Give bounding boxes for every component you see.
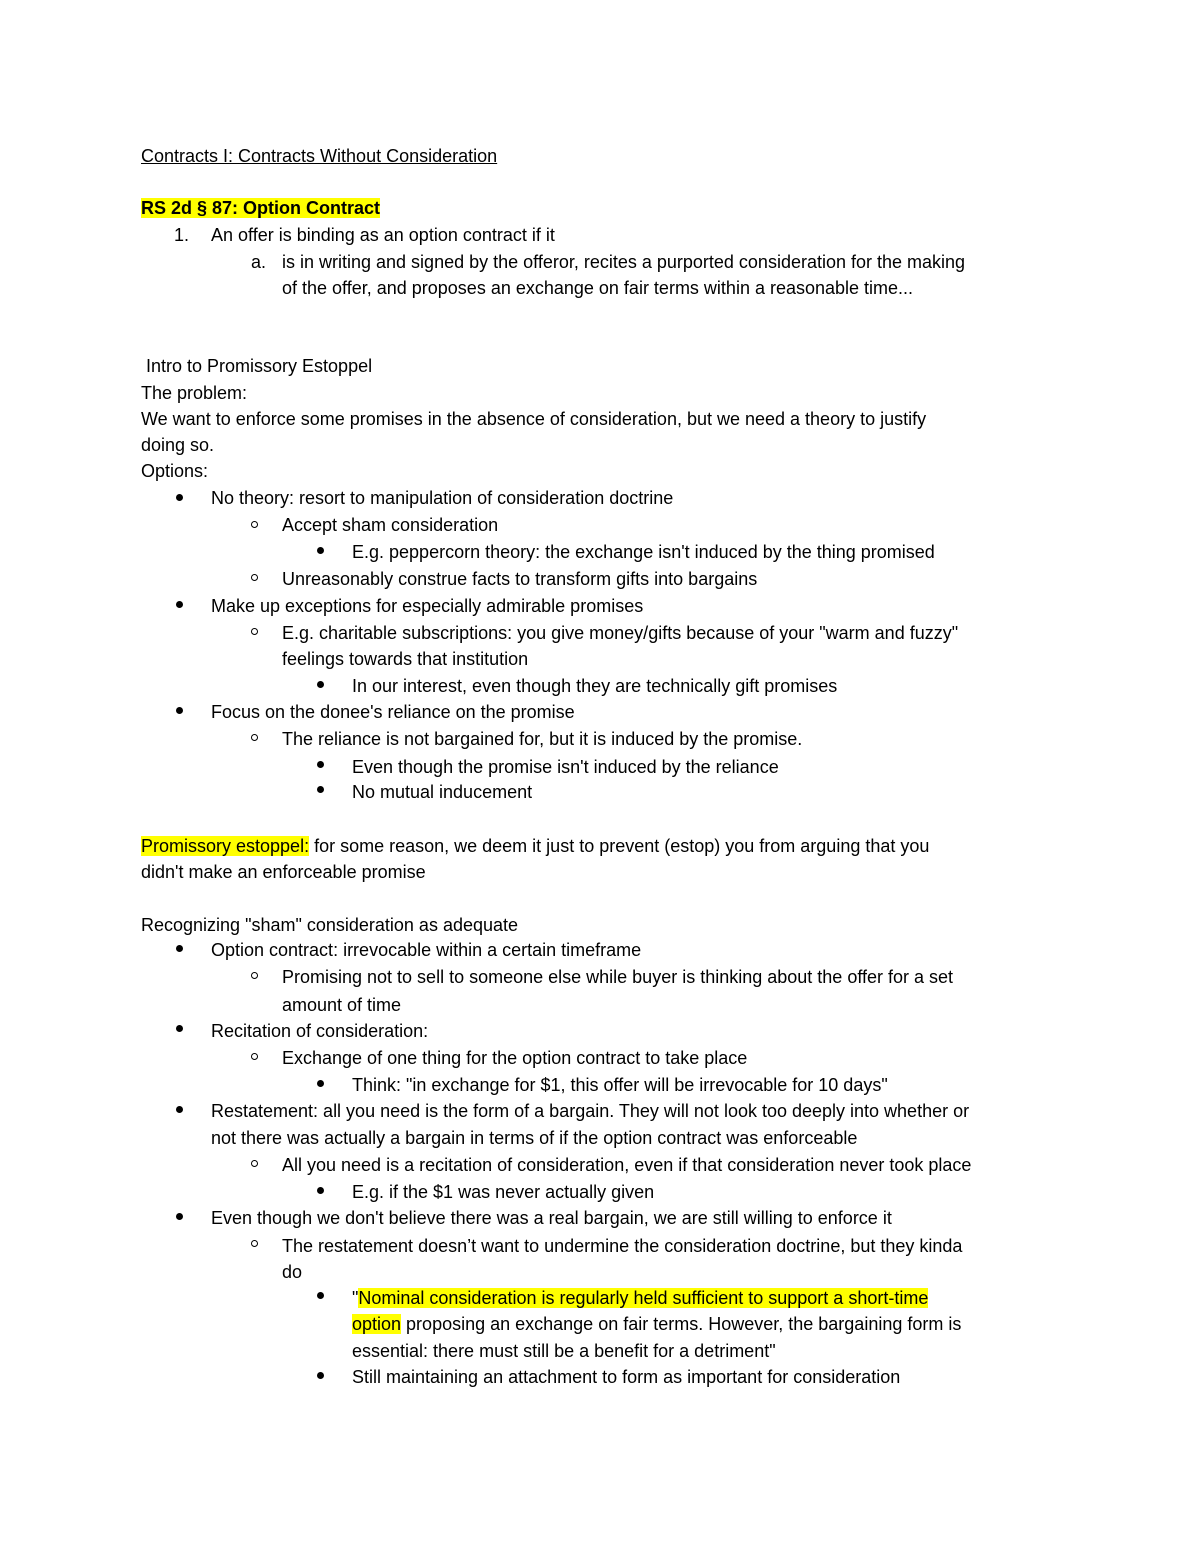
list-item: Recitation of consideration: xyxy=(211,1021,429,1041)
list-item: Exchange of one thing for the option contract to take place xyxy=(282,1048,748,1068)
quote-line1 xyxy=(352,1286,928,1310)
list-item: Think: "in exchange for $1, this offer will be irrevocable for 10 days" xyxy=(352,1075,888,1095)
circle-bullet-icon xyxy=(251,734,258,741)
bullet-icon xyxy=(317,1080,324,1087)
list-item: E.g. peppercorn theory: the exchange isn't induced by the thing promised xyxy=(352,542,935,562)
options-label: Options: xyxy=(141,461,209,481)
rs87-heading xyxy=(141,196,380,220)
intro-heading: Intro to Promissory Estoppel xyxy=(146,356,373,376)
problem-label: The problem: xyxy=(141,383,248,403)
bullet-icon xyxy=(317,786,324,793)
estoppel-definition-line1 xyxy=(141,834,929,858)
circle-bullet-icon xyxy=(251,1160,258,1167)
circle-bullet-icon xyxy=(251,1053,258,1060)
list-item: Unreasonably construe facts to transform gifts into bargains xyxy=(282,569,758,589)
sham-heading: Recognizing "sham" consideration as adequate xyxy=(141,915,519,935)
rs87-heading-text: RS 2d § 87: Option Contract xyxy=(141,198,381,218)
bullet-icon xyxy=(317,1372,324,1379)
bullet-icon xyxy=(176,945,183,952)
list-item-continued: not there was actually a bargain in terms of if the option contract was enforceable xyxy=(211,1128,858,1148)
document-title: Contracts I: Contracts Without Consideration xyxy=(141,146,498,166)
circle-bullet-icon xyxy=(251,521,258,528)
quote-highlight-1: Nominal consideration is regularly held sufficient to support a short-time xyxy=(358,1288,929,1308)
list-item: All you need is a recitation of consideration, even if that consideration never took place xyxy=(282,1155,972,1175)
problem-line1: We want to enforce some promises in the absence of consideration, but we need a theory to justify xyxy=(141,409,927,429)
bullet-icon xyxy=(176,1025,183,1032)
bullet-icon xyxy=(317,681,324,688)
list-item: Still maintaining an attachment to form as important for consideration xyxy=(352,1367,901,1387)
bullet-icon xyxy=(176,707,183,714)
list-item: Make up exceptions for especially admirable promises xyxy=(211,596,644,616)
quote-open-mark: " xyxy=(352,1288,359,1308)
list-item: In our interest, even though they are technically gift promises xyxy=(352,676,838,696)
list-item: The restatement doesn’t want to undermine the consideration doctrine, but they kinda xyxy=(282,1236,963,1256)
list-item: E.g. if the $1 was never actually given xyxy=(352,1182,655,1202)
list-letter: a. xyxy=(251,252,267,272)
quote-line3: essential: there must still be a benefit for a detriment" xyxy=(352,1341,776,1361)
bullet-icon xyxy=(176,601,183,608)
list-number: 1. xyxy=(174,225,190,245)
estoppel-term: Promissory estoppel: xyxy=(141,836,310,856)
rs87-item-1: An offer is binding as an option contract if it xyxy=(211,225,555,245)
bullet-icon xyxy=(176,1106,183,1113)
circle-bullet-icon xyxy=(251,1240,258,1247)
quote-highlight-2: option xyxy=(352,1314,402,1334)
list-item-continued: amount of time xyxy=(282,995,402,1015)
list-item: Even though the promise isn't induced by the reliance xyxy=(352,757,779,777)
list-item: Accept sham consideration xyxy=(282,515,499,535)
rs87-item-1a-line2: of the offer, and proposes an exchange on fair terms within a reasonable time... xyxy=(282,278,914,298)
list-item: No mutual inducement xyxy=(352,782,533,802)
bullet-icon xyxy=(317,1187,324,1194)
list-item-continued: do xyxy=(282,1262,303,1282)
rs87-item-1a-line1: is in writing and signed by the offeror, recites a purported consideration for the making xyxy=(282,252,966,272)
problem-line2: doing so. xyxy=(141,435,215,455)
list-item: Even though we don't believe there was a real bargain, we are still willing to enforce it xyxy=(211,1208,892,1228)
bullet-icon xyxy=(317,547,324,554)
circle-bullet-icon xyxy=(251,628,258,635)
list-item-continued: feelings towards that institution xyxy=(282,649,529,669)
bullet-icon xyxy=(176,494,183,501)
quote-line2 xyxy=(352,1312,961,1336)
bullet-icon xyxy=(176,1213,183,1220)
bullet-icon xyxy=(317,761,324,768)
list-item: No theory: resort to manipulation of consideration doctrine xyxy=(211,488,674,508)
list-item: Restatement: all you need is the form of a bargain. They will not look too deeply into whether or xyxy=(211,1101,970,1121)
estoppel-definition-line2: didn't make an enforceable promise xyxy=(141,862,426,882)
circle-bullet-icon xyxy=(251,972,258,979)
list-item: Focus on the donee's reliance on the promise xyxy=(211,702,575,722)
circle-bullet-icon xyxy=(251,574,258,581)
list-item: The reliance is not bargained for, but it is induced by the promise. xyxy=(282,729,803,749)
list-item: Promising not to sell to someone else while buyer is thinking about the offer for a set xyxy=(282,967,954,987)
quote-text: proposing an exchange on fair terms. However, the bargaining form is xyxy=(401,1314,962,1334)
list-item: E.g. charitable subscriptions: you give money/gifts because of your "warm and fuzzy" xyxy=(282,623,959,643)
estoppel-definition-text: for some reason, we deem it just to prevent (estop) you from arguing that you xyxy=(309,836,930,856)
bullet-icon xyxy=(317,1292,324,1299)
list-item: Option contract: irrevocable within a certain timeframe xyxy=(211,940,642,960)
